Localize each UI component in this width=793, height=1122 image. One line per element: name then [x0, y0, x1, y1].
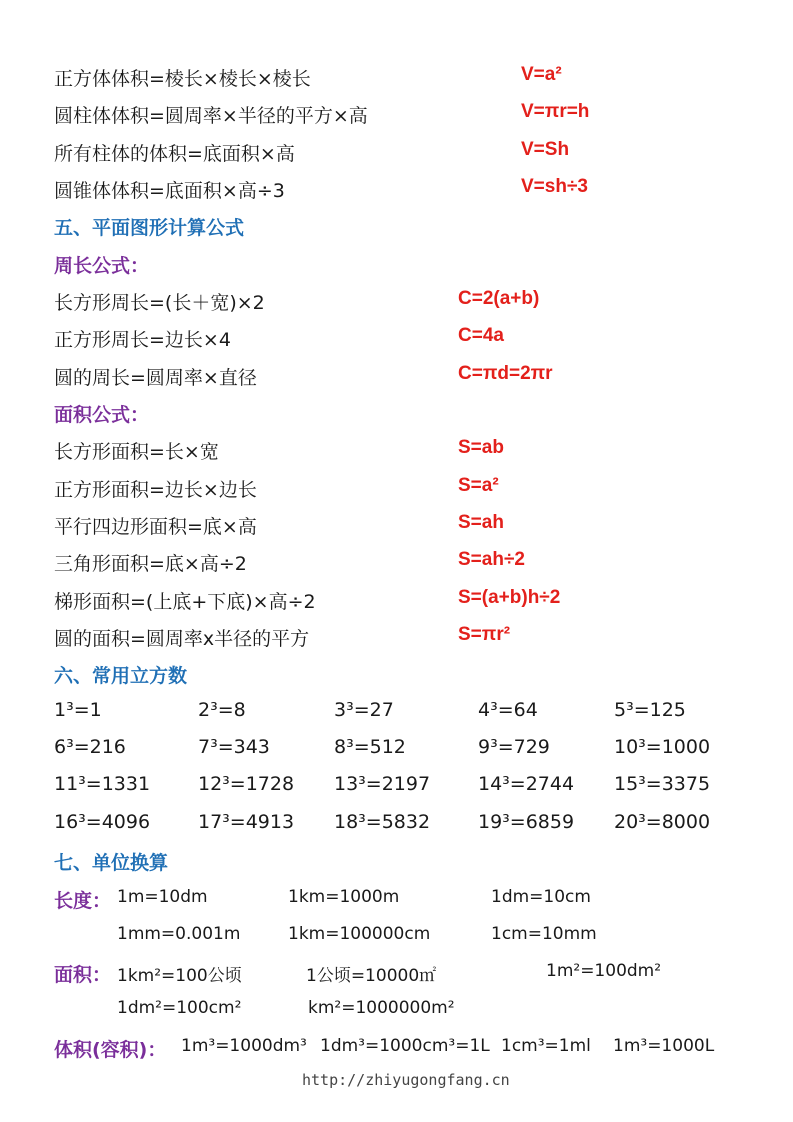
cube-cell: 8³=512: [334, 736, 406, 758]
cube-cell: 13³=2197: [334, 773, 431, 795]
perimeter-formula-2: C=4a: [458, 325, 504, 346]
cube-cell: 14³=2744: [478, 773, 575, 795]
cube-cell: 17³=4913: [198, 811, 295, 833]
cube-cell: 12³=1728: [198, 773, 295, 795]
cube-cell: 3³=27: [334, 699, 394, 721]
perimeter-text-1: 长方形周长=(长＋宽)×2: [54, 292, 265, 314]
length-conversion: 1cm=10mm: [491, 924, 597, 944]
area-text-5: 梯形面积=(上底+下底)×高÷2: [54, 591, 316, 613]
section-title-plane-formulas: 五、平面图形计算公式: [54, 217, 245, 239]
perimeter-heading: 周长公式：: [54, 255, 150, 277]
cube-cell: 20³=8000: [614, 811, 711, 833]
volume-formula-4: V=sh÷3: [521, 176, 588, 197]
section-title-unit-conversion: 七、单位换算: [54, 852, 169, 874]
cube-cell: 10³=1000: [614, 736, 711, 758]
area-formula-1: S=ab: [458, 437, 504, 458]
cube-cell: 11³=1331: [54, 773, 151, 795]
section-title-cubes: 六、常用立方数: [54, 665, 188, 687]
cube-cell: 4³=64: [478, 699, 538, 721]
length-conversion: 1m=10dm: [117, 887, 208, 907]
cube-cell: 19³=6859: [478, 811, 575, 833]
volume-text-2: 圆柱体体积=圆周率×半径的平方×高: [54, 105, 368, 127]
perimeter-formula-3: C=πd=2πr: [458, 363, 553, 384]
area-formula-3: S=ah: [458, 512, 504, 533]
area-text-6: 圆的面积=圆周率x半径的平方: [54, 628, 310, 650]
volume-text-4: 圆锥体体积=底面积×高÷3: [54, 180, 285, 202]
area-unit-label: 面积：: [54, 964, 112, 986]
area-formula-6: S=πr²: [458, 624, 511, 645]
area-conversion: 1dm²=100cm²: [117, 998, 242, 1018]
volume-conversion: 1m³=1000L: [613, 1036, 715, 1056]
volume-conversion: 1cm³=1ml: [501, 1036, 591, 1056]
cube-cell: 2³=8: [198, 699, 246, 721]
length-conversion: 1km=100000cm: [288, 924, 431, 944]
volume-text-3: 所有柱体的体积=底面积×高: [54, 143, 295, 165]
area-heading: 面积公式：: [54, 404, 150, 426]
length-label: 长度：: [54, 890, 112, 912]
area-text-1: 长方形面积=长×宽: [54, 441, 219, 463]
length-conversion: 1dm=10cm: [491, 887, 591, 907]
volume-unit-label: 体积(容积)：: [54, 1039, 167, 1061]
perimeter-text-3: 圆的周长=圆周率×直径: [54, 367, 257, 389]
cube-cell: 15³=3375: [614, 773, 711, 795]
length-conversion: 1km=1000m: [288, 887, 400, 907]
volume-conversion: 1dm³=1000cm³=1L: [320, 1036, 490, 1056]
area-formula-2: S=a²: [458, 475, 499, 496]
area-text-2: 正方形面积=边长×边长: [54, 479, 257, 501]
cube-cell: 6³=216: [54, 736, 126, 758]
area-formula-4: S=ah÷2: [458, 549, 525, 570]
volume-formula-2: V=πr=h: [521, 101, 590, 122]
cube-cell: 16³=4096: [54, 811, 151, 833]
area-conversion: 1km²=100公顷: [117, 966, 242, 986]
cube-cell: 5³=125: [614, 699, 686, 721]
volume-text-1: 正方体体积=棱长×棱长×棱长: [54, 68, 311, 90]
cube-cell: 1³=1: [54, 699, 102, 721]
length-conversion: 1mm=0.001m: [117, 924, 241, 944]
area-text-4: 三角形面积=底×高÷2: [54, 553, 247, 575]
perimeter-formula-1: C=2(a+b): [458, 288, 540, 309]
area-conversion: 1公顷=10000㎡: [306, 966, 437, 986]
area-conversion: km²=1000000m²: [308, 998, 455, 1018]
volume-formula-3: V=Sh: [521, 139, 570, 160]
perimeter-text-2: 正方形周长=边长×4: [54, 329, 231, 351]
area-text-3: 平行四边形面积=底×高: [54, 516, 257, 538]
cube-cell: 18³=5832: [334, 811, 431, 833]
cube-cell: 7³=343: [198, 736, 270, 758]
volume-conversion: 1m³=1000dm³: [181, 1036, 307, 1056]
area-formula-5: S=(a+b)h÷2: [458, 587, 561, 608]
volume-formula-1: V=a²: [521, 64, 562, 85]
footer-url[interactable]: http://zhiyugongfang.cn: [302, 1071, 510, 1089]
area-conversion: 1m²=100dm²: [546, 961, 662, 981]
cube-cell: 9³=729: [478, 736, 550, 758]
